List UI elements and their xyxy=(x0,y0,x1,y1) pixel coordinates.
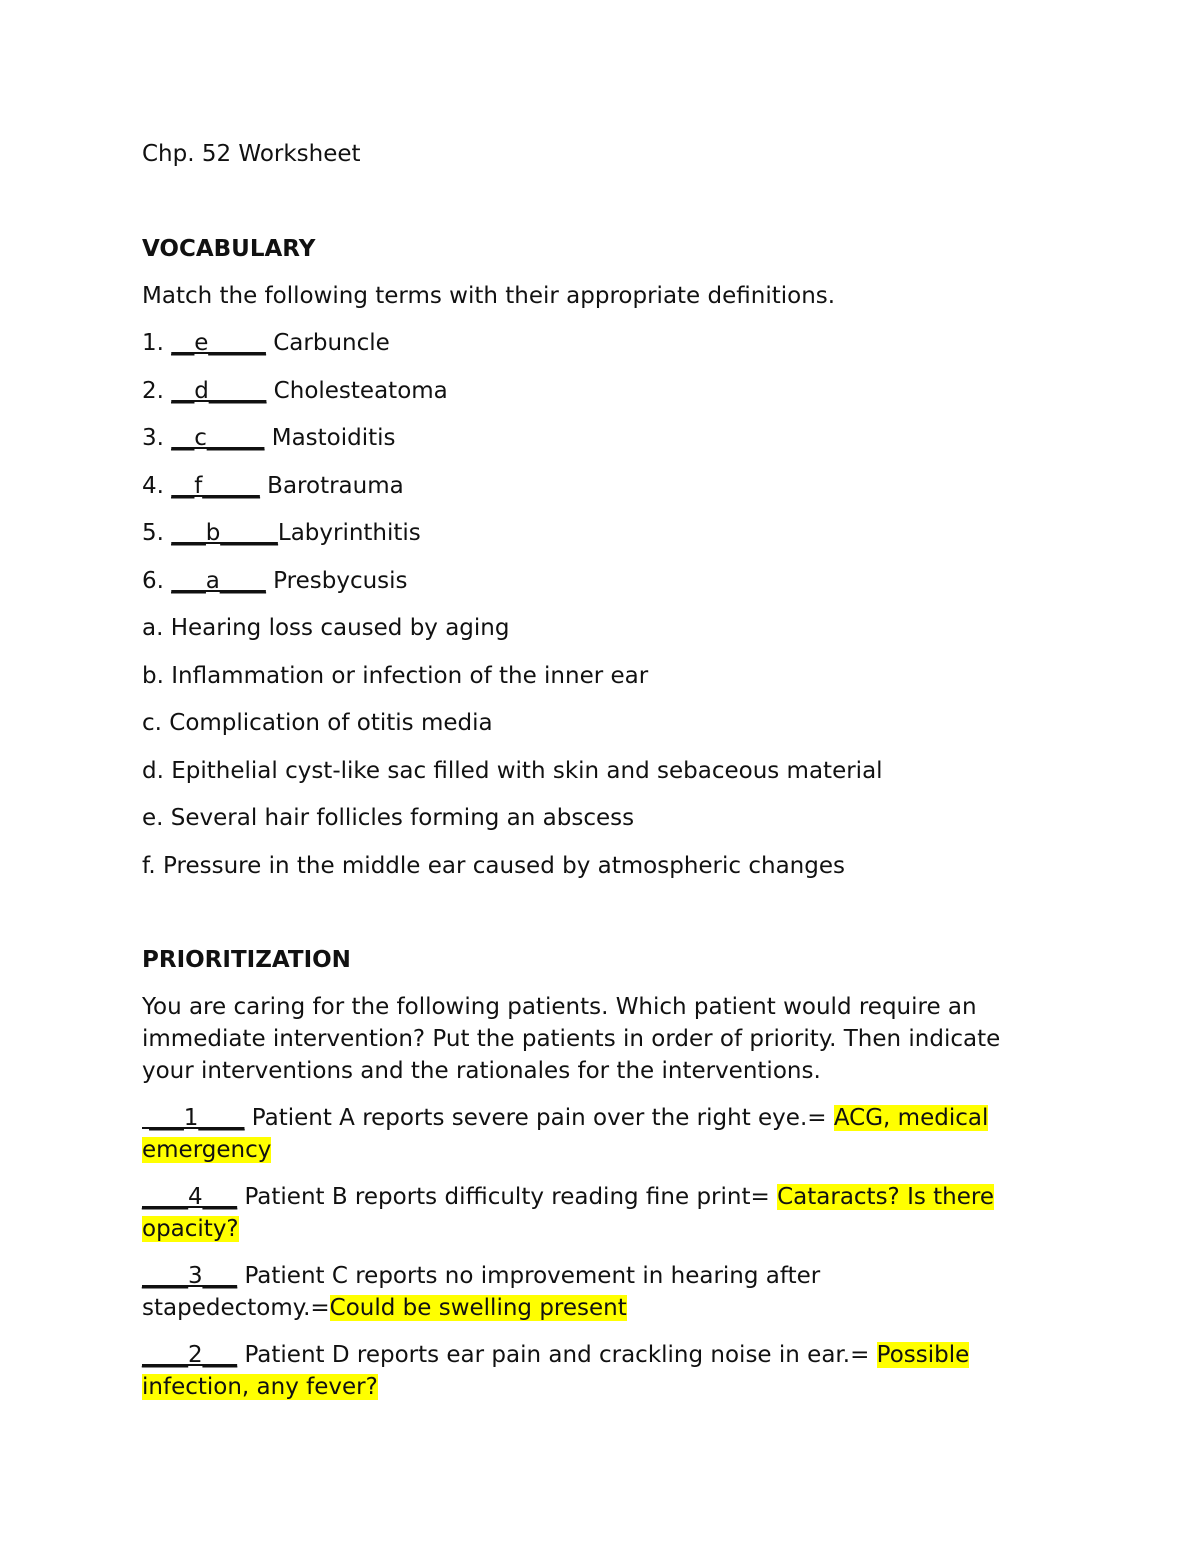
match-number: 1. xyxy=(142,330,172,356)
highlighted-answer: Possible infection, any fever? xyxy=(142,1342,970,1400)
match-term: Labyrinthitis xyxy=(277,520,421,546)
definition-item: a. Hearing loss caused by aging xyxy=(142,615,510,641)
highlighted-answer: Could be swelling present xyxy=(329,1295,627,1321)
priority-blank: ____4___ xyxy=(142,1184,238,1210)
document-title: Chp. 52 Worksheet xyxy=(142,141,361,167)
match-number: 6. xyxy=(142,567,172,594)
answer-blank: ___a____ xyxy=(171,567,266,594)
priority-blank: ___1____ xyxy=(142,1105,245,1131)
match-term: Mastoiditis xyxy=(264,425,396,451)
priority-blank: ____2___ xyxy=(142,1342,238,1368)
answer-blank: __d_____ xyxy=(171,377,267,404)
match-item xyxy=(142,327,1042,359)
match-term: Cholesteatoma xyxy=(266,377,448,404)
answer-blank: ___b_____ xyxy=(171,520,278,546)
match-term: Barotrauma xyxy=(259,472,404,499)
answer-blank: __c_____ xyxy=(171,425,265,451)
match-number: 2. xyxy=(142,377,172,404)
match-number: 5. xyxy=(142,520,172,546)
match-term: Carbuncle xyxy=(265,330,390,356)
match-number: 3. xyxy=(142,425,172,451)
definition-item: d. Epithelial cyst-like sac filled with skin and sebaceous material xyxy=(142,757,883,784)
priority-item xyxy=(142,1181,1042,1245)
match-term: Presbycusis xyxy=(265,567,408,594)
section-spacer xyxy=(142,897,1042,944)
answer-blank: __e_____ xyxy=(171,330,266,356)
answer-blank: __f_____ xyxy=(171,472,260,499)
highlighted-answer: ACG, medical emergency xyxy=(142,1105,989,1163)
match-item xyxy=(142,470,1042,502)
worksheet-page xyxy=(142,138,1042,1418)
priority-text: Patient A reports severe pain over the right eye.= xyxy=(244,1105,834,1131)
vocabulary-heading: VOCABULARY xyxy=(142,236,316,262)
highlighted-answer: Cataracts? Is there opacity? xyxy=(142,1184,994,1242)
definition-item: b. Inflammation or infection of the inner ear xyxy=(142,662,649,689)
definition-item: e. Several hair follicles forming an abscess xyxy=(142,805,635,831)
match-number: 4. xyxy=(142,472,172,499)
prioritization-instructions: You are caring for the following patients. Which patient would require an immediate intervention? Put the patients in order of priority. Then indicate your interventions and the rationales for the interventions. xyxy=(142,994,1001,1084)
priority-item xyxy=(142,1102,1042,1166)
match-item xyxy=(142,422,1042,454)
match-item xyxy=(142,565,1042,597)
priority-blank: ____3___ xyxy=(142,1263,238,1289)
match-item xyxy=(142,375,1042,407)
match-item xyxy=(142,517,1042,549)
priority-text: Patient B reports difficulty reading fine print= xyxy=(237,1184,778,1210)
priority-text: Patient C reports no improvement in hearing after stapedectomy.= xyxy=(142,1263,821,1321)
definition-item: f. Pressure in the middle ear caused by atmospheric changes xyxy=(142,852,845,879)
priority-item xyxy=(142,1339,1042,1403)
priority-item xyxy=(142,1260,1042,1324)
vocabulary-instructions: Match the following terms with their appropriate definitions. xyxy=(142,283,836,309)
prioritization-heading: PRIORITIZATION xyxy=(142,947,351,973)
definition-item: c. Complication of otitis media xyxy=(142,710,493,736)
priority-text: Patient D reports ear pain and crackling noise in ear.= xyxy=(237,1342,877,1368)
